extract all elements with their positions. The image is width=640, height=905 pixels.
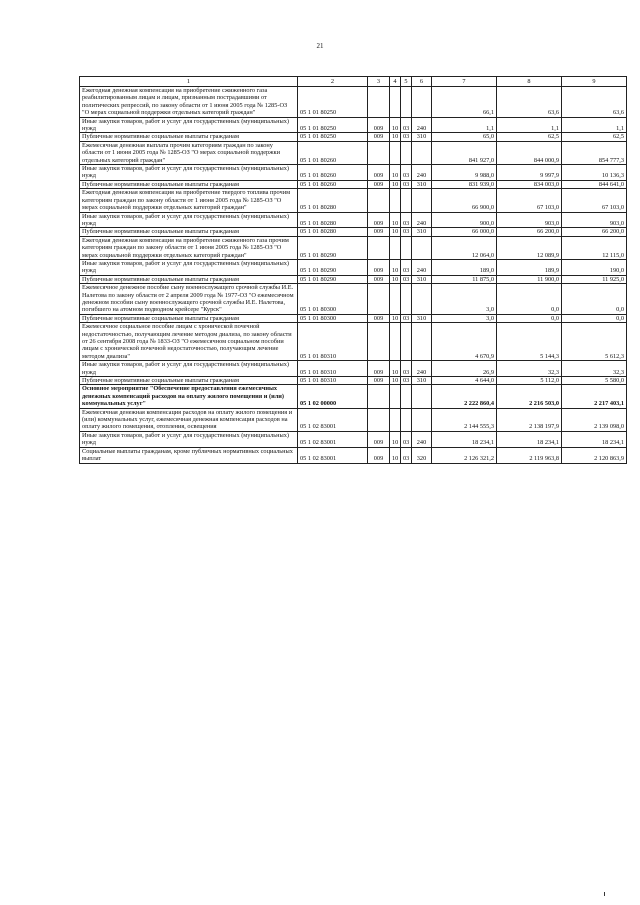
row-code: 05 1 01 80310 — [298, 361, 368, 377]
row-value-year2: 2 119 963,8 — [497, 447, 562, 463]
row-value-year1: 9 988,0 — [432, 165, 497, 181]
row-subsection: 03 — [401, 180, 412, 188]
row-expense-type: 310 — [412, 228, 432, 236]
row-ministry — [368, 141, 390, 164]
row-value-year2: 834 003,0 — [497, 180, 562, 188]
row-value-year2: 66 200,0 — [497, 228, 562, 236]
header-col-1: 1 — [80, 77, 298, 87]
row-ministry: 009 — [368, 377, 390, 385]
row-code: 05 1 01 80280 — [298, 189, 368, 212]
row-ministry: 009 — [368, 361, 390, 377]
row-section: 10 — [390, 228, 401, 236]
table-row — [80, 385, 627, 408]
row-value-year2: 2 216 503,0 — [497, 385, 562, 408]
row-value-year1: 841 927,0 — [432, 141, 497, 164]
row-value-year2: 0,0 — [497, 284, 562, 315]
header-col-7: 7 — [432, 77, 497, 87]
row-section — [390, 141, 401, 164]
row-name: Социальные выплаты гражданам, кроме публичных нормативных социальных выплат — [80, 447, 298, 463]
row-subsection: 03 — [401, 259, 412, 275]
row-section: 10 — [390, 377, 401, 385]
row-code: 05 1 01 80310 — [298, 323, 368, 361]
row-code: 05 1 01 80280 — [298, 212, 368, 228]
table-header-row — [80, 77, 627, 87]
row-expense-type — [412, 408, 432, 431]
table-row — [80, 236, 627, 259]
row-code: 05 1 02 83001 — [298, 431, 368, 447]
row-code: 05 1 01 80310 — [298, 377, 368, 385]
row-expense-type: 320 — [412, 447, 432, 463]
row-expense-type — [412, 87, 432, 118]
row-value-year1: 26,9 — [432, 361, 497, 377]
row-ministry: 009 — [368, 212, 390, 228]
row-name: Ежемесячное социальное пособие лицам с хронической почечной недостаточностью, получающим лечение методом диализа, по закону области от 26 сентября 2008 года № 1833-ОЗ "О ежемесячном социальном пособии лицам с хронической почечной недостаточностью, получающим лечение методом диализа" — [80, 323, 298, 361]
row-name: Публичные нормативные социальные выплаты гражданам — [80, 275, 298, 283]
table-row — [80, 180, 627, 188]
row-value-year3: 903,0 — [562, 212, 627, 228]
row-value-year3: 190,0 — [562, 259, 627, 275]
row-section: 10 — [390, 361, 401, 377]
row-section: 10 — [390, 165, 401, 181]
row-subsection: 03 — [401, 377, 412, 385]
row-expense-type: 240 — [412, 165, 432, 181]
row-subsection — [401, 141, 412, 164]
header-col-2: 2 — [298, 77, 368, 87]
row-ministry: 009 — [368, 180, 390, 188]
row-value-year1: 3,0 — [432, 284, 497, 315]
row-value-year3: 0,0 — [562, 314, 627, 322]
row-subsection — [401, 189, 412, 212]
row-subsection — [401, 408, 412, 431]
row-name: Публичные нормативные социальные выплаты гражданам — [80, 314, 298, 322]
header-col-4: 4 — [390, 77, 401, 87]
row-value-year2: 63,6 — [497, 87, 562, 118]
row-value-year3: 5 580,0 — [562, 377, 627, 385]
table-row — [80, 141, 627, 164]
row-ministry: 009 — [368, 228, 390, 236]
row-name: Иные закупки товаров, работ и услуг для государственных (муниципальных) нужд — [80, 259, 298, 275]
row-value-year1: 11 875,0 — [432, 275, 497, 283]
row-name: Публичные нормативные социальные выплаты гражданам — [80, 377, 298, 385]
row-value-year1: 831 939,0 — [432, 180, 497, 188]
page-edge-mark — [604, 892, 605, 896]
row-name: Ежемесячное денежное пособие сыну военнослужащего срочной службы И.Е. Налетова по закону области от 2 апреля 2009 года № 1977-ОЗ "О ежемесячном денежном пособии сыну военнослужащего срочной службы И.Е. Налетова, погибшего на атомном подводном крейсере "Курск" — [80, 284, 298, 315]
row-name: Иные закупки товаров, работ и услуг для государственных (муниципальных) нужд — [80, 117, 298, 133]
row-ministry — [368, 189, 390, 212]
row-value-year3: 11 925,0 — [562, 275, 627, 283]
row-subsection: 03 — [401, 361, 412, 377]
row-value-year1: 900,0 — [432, 212, 497, 228]
row-expense-type: 310 — [412, 377, 432, 385]
table-row — [80, 377, 627, 385]
row-value-year2: 5 112,0 — [497, 377, 562, 385]
row-name: Ежегодная денежная компенсация на приобретение сжиженного газа реабилитированным лицам и лицам, признанным пострадавшими от политических репрессий, по закону области от 1 июня 2005 года № 1285-ОЗ "О мерах социальной поддержки отдельных категорий граждан" — [80, 87, 298, 118]
row-section: 10 — [390, 117, 401, 133]
row-expense-type: 310 — [412, 314, 432, 322]
row-value-year3: 63,6 — [562, 87, 627, 118]
row-code: 05 1 01 80250 — [298, 117, 368, 133]
row-expense-type — [412, 385, 432, 408]
row-code: 05 1 01 80250 — [298, 133, 368, 141]
row-value-year1: 66 900,0 — [432, 189, 497, 212]
row-value-year3: 18 234,1 — [562, 431, 627, 447]
row-value-year2: 18 234,1 — [497, 431, 562, 447]
row-value-year3: 1,1 — [562, 117, 627, 133]
row-ministry: 009 — [368, 447, 390, 463]
row-value-year3: 844 641,0 — [562, 180, 627, 188]
row-ministry — [368, 87, 390, 118]
row-section — [390, 236, 401, 259]
row-name: Иные закупки товаров, работ и услуг для государственных (муниципальных) нужд — [80, 165, 298, 181]
row-section: 10 — [390, 180, 401, 188]
row-name: Ежегодная денежная компенсация на приобретение сжиженного газа прочим категориям граждан по закону области от 1 июня 2005 года № 1285-ОЗ "О мерах социальной поддержки отдельных категорий граждан" — [80, 236, 298, 259]
row-name: Публичные нормативные социальные выплаты гражданам — [80, 180, 298, 188]
row-section — [390, 189, 401, 212]
row-subsection: 03 — [401, 117, 412, 133]
table-row — [80, 87, 627, 118]
table-row — [80, 212, 627, 228]
row-section — [390, 385, 401, 408]
row-subsection — [401, 87, 412, 118]
row-expense-type: 240 — [412, 212, 432, 228]
row-value-year1: 1,1 — [432, 117, 497, 133]
row-value-year2: 62,5 — [497, 133, 562, 141]
row-ministry: 009 — [368, 165, 390, 181]
row-value-year2: 189,9 — [497, 259, 562, 275]
row-value-year2: 2 138 197,9 — [497, 408, 562, 431]
row-value-year3: 2 120 863,9 — [562, 447, 627, 463]
row-value-year3: 10 136,3 — [562, 165, 627, 181]
row-expense-type: 240 — [412, 117, 432, 133]
header-col-6: 6 — [412, 77, 432, 87]
row-section — [390, 87, 401, 118]
row-code: 05 1 02 00000 — [298, 385, 368, 408]
row-value-year2: 9 997,9 — [497, 165, 562, 181]
row-value-year1: 2 126 321,2 — [432, 447, 497, 463]
row-subsection: 03 — [401, 165, 412, 181]
row-value-year3: 2 139 098,0 — [562, 408, 627, 431]
row-value-year2: 11 900,0 — [497, 275, 562, 283]
row-value-year3: 12 115,0 — [562, 236, 627, 259]
row-value-year2: 0,0 — [497, 314, 562, 322]
row-value-year2: 5 144,3 — [497, 323, 562, 361]
table-row — [80, 408, 627, 431]
table-row — [80, 259, 627, 275]
row-name: Публичные нормативные социальные выплаты гражданам — [80, 133, 298, 141]
row-expense-type — [412, 323, 432, 361]
row-code: 05 1 01 80290 — [298, 275, 368, 283]
row-section — [390, 408, 401, 431]
row-name: Ежемесячная денежная компенсация расходов на оплату жилого помещения и (или) коммунальных услуг, ежемесячная денежная компенсация расходов на оплату жилого помещения, отопления, освещения — [80, 408, 298, 431]
row-section: 10 — [390, 431, 401, 447]
header-col-9: 9 — [562, 77, 627, 87]
table-row — [80, 447, 627, 463]
row-value-year2: 1,1 — [497, 117, 562, 133]
row-code: 05 1 01 80260 — [298, 165, 368, 181]
table-row — [80, 133, 627, 141]
row-section — [390, 284, 401, 315]
row-ministry: 009 — [368, 259, 390, 275]
row-expense-type: 310 — [412, 133, 432, 141]
row-ministry — [368, 385, 390, 408]
row-subsection — [401, 236, 412, 259]
row-section: 10 — [390, 212, 401, 228]
header-col-5: 5 — [401, 77, 412, 87]
row-value-year1: 4 644,0 — [432, 377, 497, 385]
row-code: 05 1 02 83001 — [298, 408, 368, 431]
table-row — [80, 361, 627, 377]
row-name: Иные закупки товаров, работ и услуг для государственных (муниципальных) нужд — [80, 212, 298, 228]
row-value-year2: 32,3 — [497, 361, 562, 377]
row-expense-type — [412, 284, 432, 315]
table-row — [80, 284, 627, 315]
row-ministry: 009 — [368, 117, 390, 133]
row-subsection: 03 — [401, 314, 412, 322]
row-section — [390, 323, 401, 361]
row-subsection: 03 — [401, 133, 412, 141]
row-code: 05 1 01 80300 — [298, 314, 368, 322]
row-expense-type: 240 — [412, 431, 432, 447]
row-subsection: 03 — [401, 275, 412, 283]
row-value-year1: 3,0 — [432, 314, 497, 322]
row-value-year3: 854 777,3 — [562, 141, 627, 164]
row-code: 05 1 01 80290 — [298, 259, 368, 275]
row-expense-type — [412, 189, 432, 212]
row-value-year3: 32,3 — [562, 361, 627, 377]
row-expense-type — [412, 141, 432, 164]
header-col-3: 3 — [368, 77, 390, 87]
table-row — [80, 165, 627, 181]
row-ministry — [368, 236, 390, 259]
row-ministry: 009 — [368, 431, 390, 447]
row-section: 10 — [390, 275, 401, 283]
row-value-year1: 66,1 — [432, 87, 497, 118]
row-subsection: 03 — [401, 212, 412, 228]
row-expense-type: 240 — [412, 361, 432, 377]
row-value-year3: 66 200,0 — [562, 228, 627, 236]
table-row — [80, 323, 627, 361]
row-ministry — [368, 284, 390, 315]
row-ministry: 009 — [368, 314, 390, 322]
row-value-year1: 2 144 555,3 — [432, 408, 497, 431]
row-ministry: 009 — [368, 133, 390, 141]
row-code: 05 1 01 80260 — [298, 141, 368, 164]
row-subsection — [401, 385, 412, 408]
table-row — [80, 431, 627, 447]
row-ministry — [368, 323, 390, 361]
row-subsection — [401, 323, 412, 361]
row-code: 05 1 01 80290 — [298, 236, 368, 259]
header-col-8: 8 — [497, 77, 562, 87]
row-ministry: 009 — [368, 275, 390, 283]
row-name: Иные закупки товаров, работ и услуг для государственных (муниципальных) нужд — [80, 361, 298, 377]
row-name: Ежемесячная денежная выплата прочим категориям граждан по закону области от 1 июня 2005 года № 1285-ОЗ "О мерах социальной поддержки отдельных категорий граждан" — [80, 141, 298, 164]
row-value-year2: 12 089,9 — [497, 236, 562, 259]
row-subsection: 03 — [401, 431, 412, 447]
row-value-year3: 67 103,0 — [562, 189, 627, 212]
row-value-year1: 12 064,0 — [432, 236, 497, 259]
row-value-year1: 189,0 — [432, 259, 497, 275]
row-expense-type — [412, 236, 432, 259]
row-value-year1: 66 000,0 — [432, 228, 497, 236]
row-value-year3: 2 217 403,1 — [562, 385, 627, 408]
row-value-year1: 4 670,9 — [432, 323, 497, 361]
row-code: 05 1 01 80250 — [298, 87, 368, 118]
row-name: Публичные нормативные социальные выплаты гражданам — [80, 228, 298, 236]
page-number: 21 — [316, 42, 324, 50]
row-code: 05 1 01 80280 — [298, 228, 368, 236]
row-value-year1: 18 234,1 — [432, 431, 497, 447]
row-section: 10 — [390, 447, 401, 463]
row-subsection: 03 — [401, 228, 412, 236]
row-name: Ежегодная денежная компенсация на приобретение твердого топлива прочим категориям граждан по закону области от 1 июня 2005 года № 1285-ОЗ "О мерах социальной поддержки отдельных категорий граждан" — [80, 189, 298, 212]
row-value-year2: 844 000,9 — [497, 141, 562, 164]
row-code: 05 1 01 80260 — [298, 180, 368, 188]
row-value-year2: 67 103,0 — [497, 189, 562, 212]
row-expense-type: 310 — [412, 180, 432, 188]
table-row — [80, 228, 627, 236]
row-value-year2: 903,0 — [497, 212, 562, 228]
row-expense-type: 310 — [412, 275, 432, 283]
budget-table — [79, 76, 627, 464]
row-ministry — [368, 408, 390, 431]
row-section: 10 — [390, 259, 401, 275]
table-row — [80, 117, 627, 133]
row-subsection — [401, 284, 412, 315]
row-value-year1: 2 222 860,4 — [432, 385, 497, 408]
row-name: Основное мероприятие "Обеспечение предоставления ежемесячных денежных компенсаций расходов на оплату жилого помещения и (или) коммунальных услуг" — [80, 385, 298, 408]
row-code: 05 1 01 80300 — [298, 284, 368, 315]
table-row — [80, 275, 627, 283]
row-section: 10 — [390, 133, 401, 141]
row-name: Иные закупки товаров, работ и услуг для государственных (муниципальных) нужд — [80, 431, 298, 447]
row-code: 05 1 02 83001 — [298, 447, 368, 463]
row-subsection: 03 — [401, 447, 412, 463]
table-row — [80, 189, 627, 212]
row-value-year3: 5 612,3 — [562, 323, 627, 361]
row-value-year1: 65,0 — [432, 133, 497, 141]
row-value-year3: 0,0 — [562, 284, 627, 315]
row-value-year3: 62,5 — [562, 133, 627, 141]
row-expense-type: 240 — [412, 259, 432, 275]
row-section: 10 — [390, 314, 401, 322]
table-row — [80, 314, 627, 322]
